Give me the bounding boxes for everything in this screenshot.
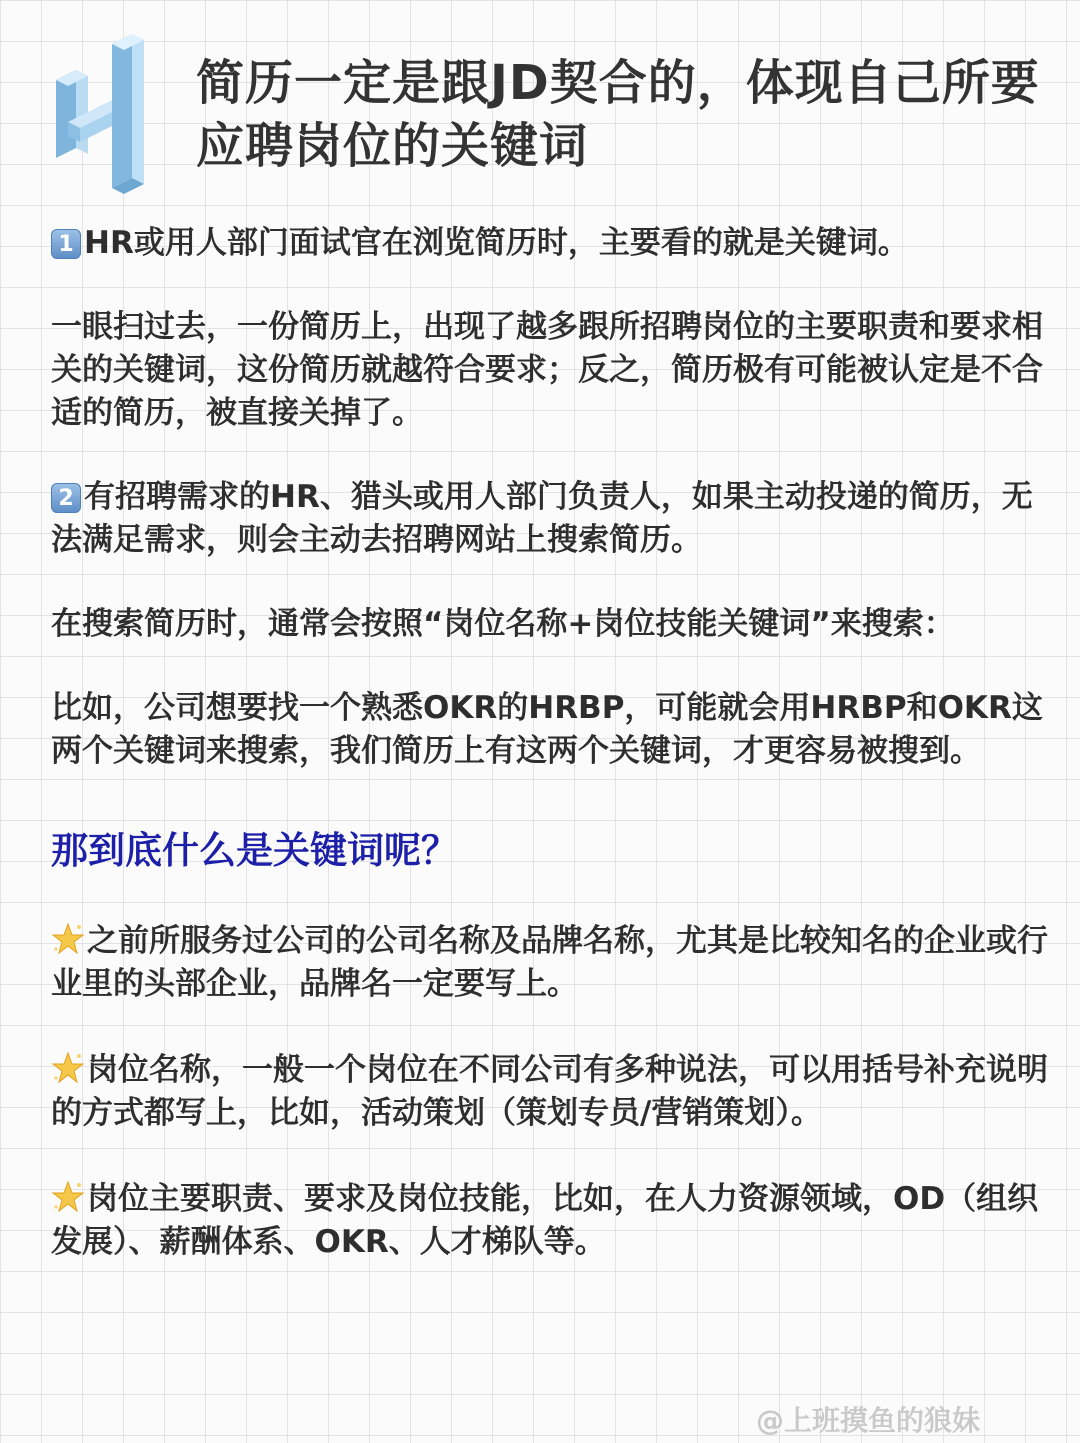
keyword-item [51, 1178, 1053, 1264]
keycap-number-1-icon: 1 [51, 229, 81, 259]
author-watermark: @上班摸鱼的狼妹 [756, 1404, 981, 1437]
keyword-item [51, 920, 1053, 1006]
keywords-subheading: 那到底什么是关键词呢？ [51, 829, 458, 872]
sparkle-star-icon [51, 1180, 85, 1214]
logo-h-icon [50, 30, 150, 195]
keyword-item-text: 岗位主要职责、要求及岗位技能，比如，在人力资源领域，OD（组织发展）、薪酬体系、OKR、人才梯队等。 [51, 1181, 1039, 1260]
section1-heading-text: HR或用人部门面试官在浏览简历时，主要看的就是关键词。 [84, 225, 909, 261]
section2-heading-text: 有招聘需求的HR、猎头或用人部门负责人，如果主动投递的简历，无法满足需求，则会主动去招聘网站上搜索简历。 [51, 479, 1033, 558]
sparkle-star-icon [51, 922, 85, 956]
article-body [51, 222, 1053, 1264]
keyword-item-text: 岗位名称，一般一个岗位在不同公司有多种说法，可以用括号补充说明的方式都写上，比如，活动策划（策划专员/营销策划）。 [51, 1052, 1048, 1131]
section1-heading [51, 222, 1053, 265]
section2-body-example: 比如，公司想要找一个熟悉OKR的HRBP，可能就会用HRBP和OKR这两个关键词来搜索，我们简历上有这两个关键词，才更容易被搜到。 [51, 690, 1043, 769]
sparkle-star-icon [51, 1051, 85, 1085]
section2-body-search: 在搜索简历时，通常会按照“岗位名称+岗位技能关键词”来搜索： [51, 606, 955, 642]
section2-heading [51, 476, 1053, 562]
section1-body: 一眼扫过去，一份简历上，出现了越多跟所招聘岗位的主要职责和要求相关的关键词，这份简历就越符合要求；反之，简历极有可能被认定是不合适的简历，被直接关掉了。 [51, 309, 1043, 431]
page-title: 简历一定是跟JD契合的，体现自己所要应聘岗位的关键词 [196, 55, 1040, 174]
keycap-number-2-icon: 2 [51, 483, 81, 513]
keyword-item-text: 之前所服务过公司的公司名称及品牌名称，尤其是比较知名的企业或行业里的头部企业，品牌名一定要写上。 [51, 923, 1048, 1002]
keyword-item [51, 1049, 1053, 1135]
